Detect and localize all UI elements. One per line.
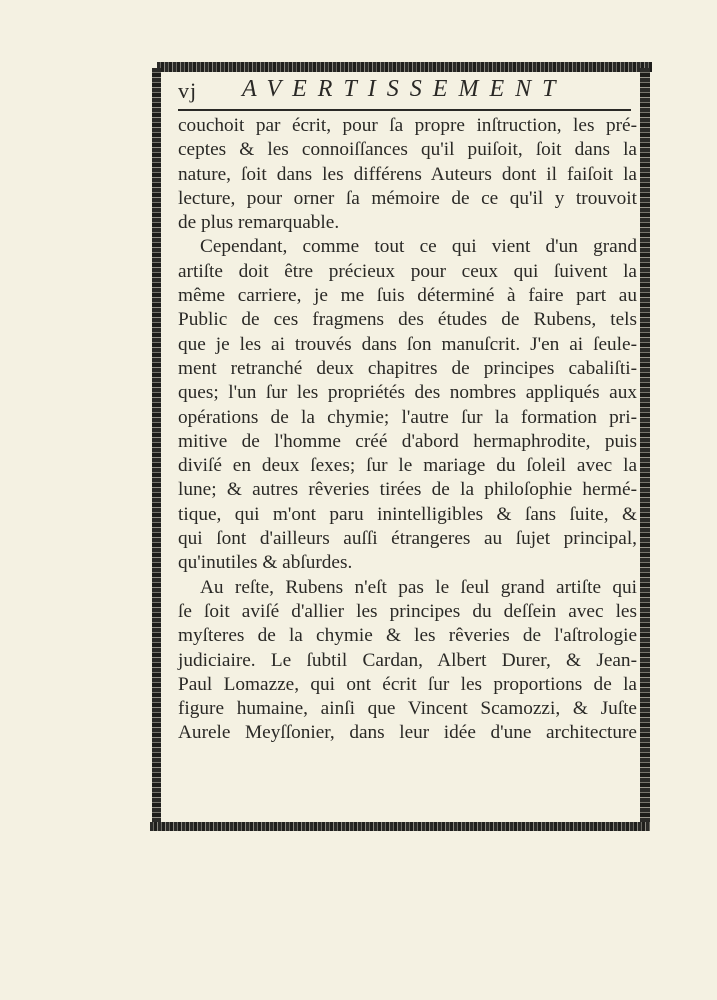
text-line: opérations de la chymie; l'autre ſur la formation pri-	[178, 406, 637, 428]
frame-left-border	[152, 68, 161, 828]
text-line: diviſé en deux ſexes; ſur le mariage du ſoleil avec la	[178, 455, 637, 477]
text-line: même carriere, je me ſuis déterminé à faire part au	[178, 285, 637, 307]
text-line: judiciaire. Le ſubtil Cardan, Albert Durer, & Jean-	[178, 649, 637, 671]
frame-right-border	[640, 68, 650, 828]
frame-top-border	[157, 62, 652, 72]
text-line: nature, ſoit dans les différens Auteurs dont il faiſoit la	[178, 163, 637, 185]
text-line: de plus remarquable.	[178, 212, 340, 234]
page-header	[178, 76, 634, 106]
text-line: tique, qui m'ont paru inintelligibles & ſans ſuite, &	[178, 503, 637, 525]
body-text	[178, 114, 637, 746]
text-line: Cependant, comme tout ce qui vient d'un grand	[200, 236, 637, 258]
text-line: Au reſte, Rubens n'eſt pas le ſeul grand artiſte qui	[200, 576, 637, 598]
text-line: artiſte doit être précieux pour ceux qui ſuivent la	[178, 260, 637, 282]
text-line: que je les ai trouvés dans ſon manuſcrit. J'en ai ſeule-	[178, 333, 637, 355]
page-number: vj	[178, 78, 198, 103]
text-line: Public de ces fragmens des études de Rubens, tels	[178, 309, 637, 331]
header-rule	[178, 109, 631, 111]
text-line: Aurele Meyſſonier, dans leur idée d'une architecture	[178, 722, 637, 744]
text-line: qui ſont d'ailleurs auſſi étrangeres au ſujet principal,	[178, 528, 637, 550]
text-line: myſteres de la chymie & les rêveries de l'aſtrologie	[178, 625, 637, 647]
text-line: ment retranché deux chapitres de principes cabaliſti-	[178, 357, 637, 379]
running-title: AVERTISSEMENT	[242, 76, 567, 102]
text-line: qu'inutiles & abſurdes.	[178, 552, 353, 574]
text-line: ques; l'un ſur les propriétés des nombres appliqués aux	[178, 382, 637, 404]
frame-bottom-border	[150, 822, 650, 831]
text-line: ceptes & les connoiſſances qu'il puiſoit, ſoit dans la	[178, 139, 637, 161]
text-line: figure humaine, ainſi que Vincent Scamozzi, & Juſte	[178, 698, 637, 720]
text-line: couchoit par écrit, pour ſa propre inſtruction, les pré-	[178, 115, 637, 136]
text-line: mitive de l'homme créé d'abord hermaphrodite, puis	[178, 430, 637, 452]
text-line: lecture, pour orner ſa mémoire de ce qu'il y trouvoit	[178, 187, 637, 209]
text-line: lune; & autres rêveries tirées de la philoſophie hermé-	[178, 479, 637, 501]
text-line: Paul Lomazze, qui ont écrit ſur les proportions de la	[178, 673, 637, 695]
text-line: ſe ſoit aviſé d'allier les principes du deſſein avec les	[178, 600, 637, 622]
